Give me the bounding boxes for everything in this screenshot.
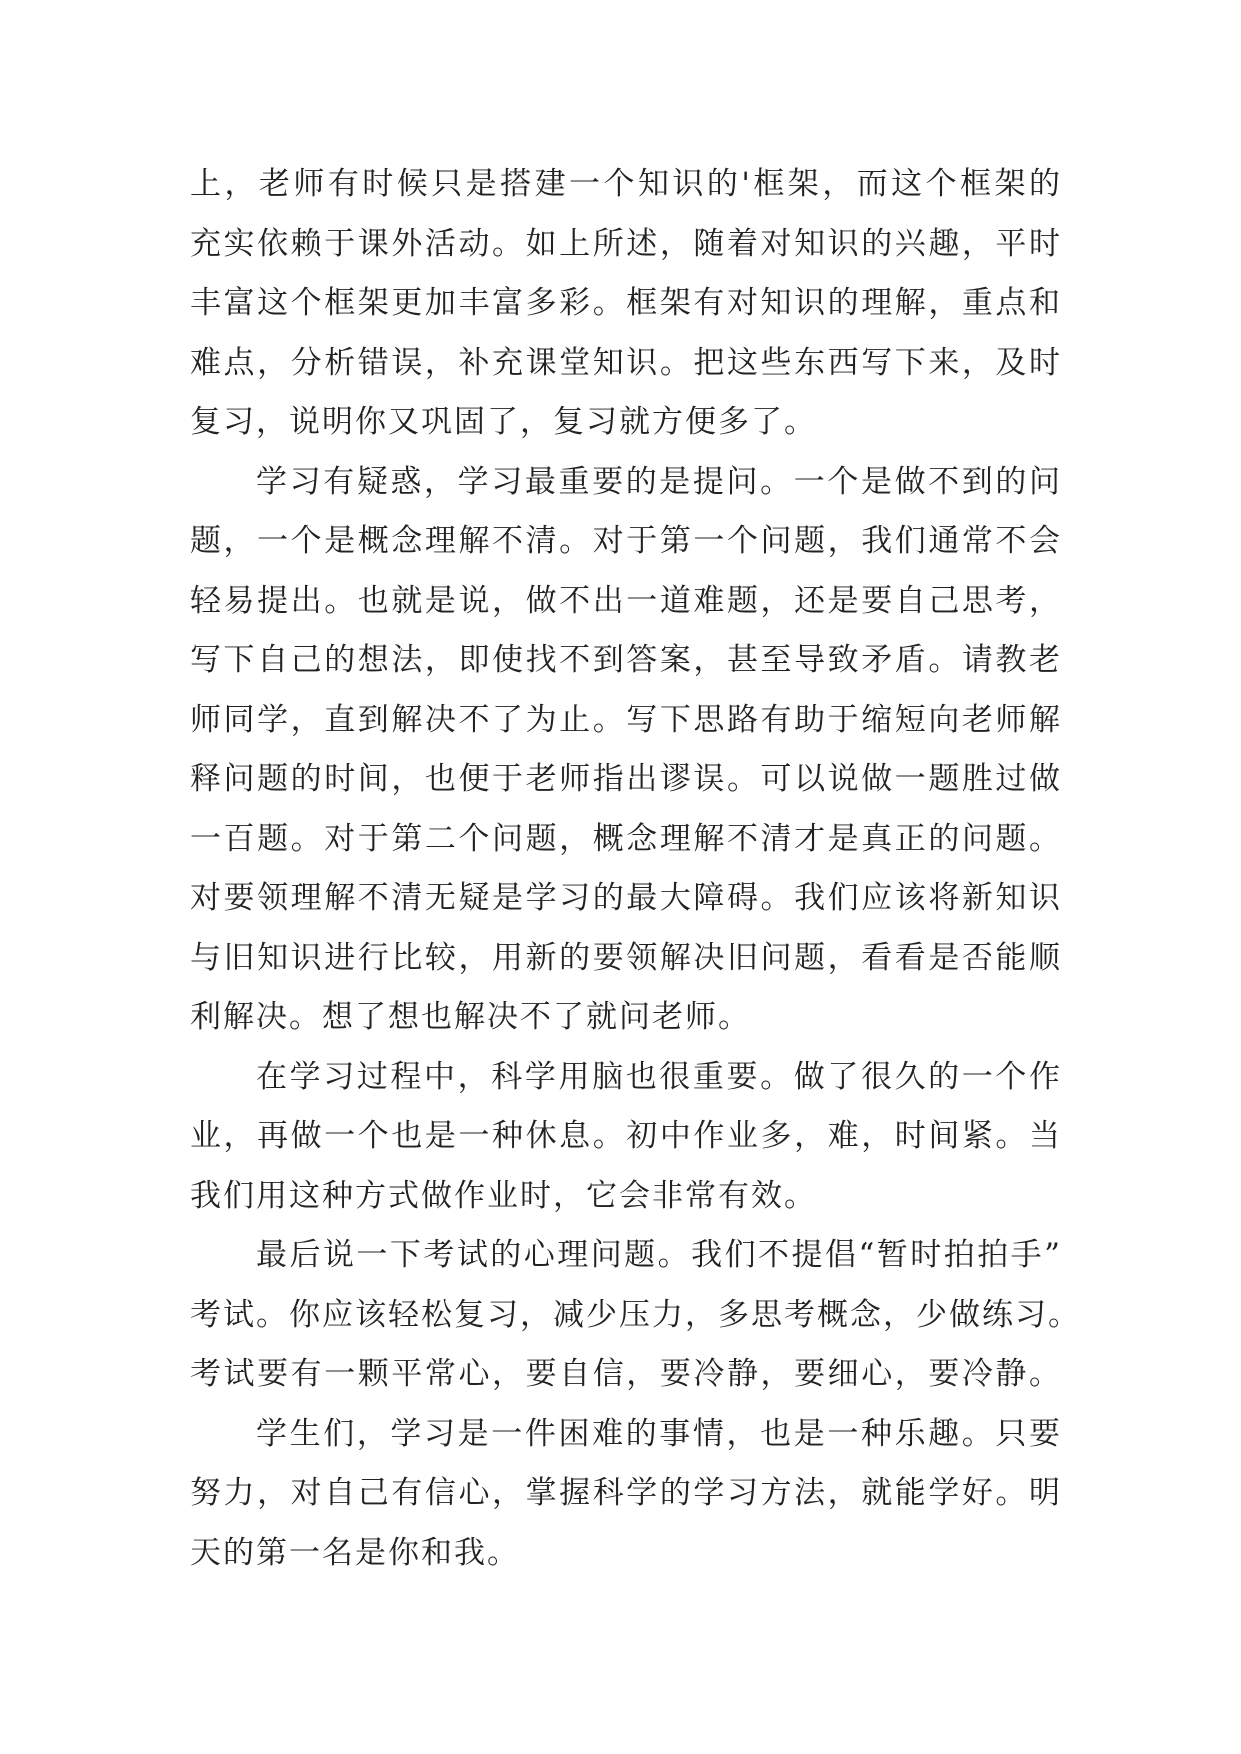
text-line: 轻易提出。也就是说，做不出一道难题，还是要自己思考， — [190, 582, 1062, 619]
paragraph-4 — [190, 1226, 1081, 1405]
text-line: 难点，分析错误，补充课堂知识。把这些东西写下来，及时 — [190, 344, 1062, 381]
text-line: 师同学，直到解决不了为止。写下思路有助于缩短向老师解 — [190, 701, 1062, 738]
paragraph-5 — [190, 1405, 1062, 1584]
text-line: 充实依赖于课外活动。如上所述，随着对知识的兴趣，平时 — [190, 225, 1062, 262]
text-line: 释问题的时间，也便于老师指出谬误。可以说做一题胜过做 — [190, 761, 1062, 797]
text-line: 我们用这种方式做作业时，它会非常有效。 — [190, 1177, 817, 1214]
text-line: 与旧知识进行比较，用新的要领解决旧问题，看看是否能顺 — [190, 939, 1062, 976]
text-line: 一百题。对于第二个问题，概念理解不清才是真正的问题。 — [190, 820, 1062, 857]
text-line: 上，老师有时候只是搭建一个知识的'框架，而这个框架的 — [190, 166, 1062, 202]
text-line: 复习，说明你又巩固了，复习就方便多了。 — [190, 404, 817, 440]
text-line: 利解决。想了想也解决不了就问老师。 — [190, 999, 751, 1035]
text-line: 写下自己的想法，即使找不到答案，甚至导致矛盾。请教老 — [190, 642, 1062, 678]
text-line: 天的第一名是你和我。 — [190, 1534, 520, 1571]
paragraph-2 — [190, 453, 1062, 1048]
paragraph-3 — [190, 1048, 1062, 1227]
text-line: 努力，对自己有信心，掌握科学的学习方法，就能学好。明 — [190, 1475, 1062, 1511]
text-line: 考试。你应该轻松复习，减少压力，多思考概念，少做练习。 — [190, 1296, 1081, 1333]
text-line: 业，再做一个也是一种休息。初中作业多，难，时间紧。当 — [190, 1118, 1062, 1154]
text-line: 学习有疑惑，学习最重要的是提问。一个是做不到的问 — [256, 463, 1062, 500]
text-line: 在学习过程中，科学用脑也很重要。做了很久的一个作 — [256, 1058, 1062, 1095]
text-line: 考试要有一颗平常心，要自信，要冷静，要细心，要冷静。 — [190, 1356, 1062, 1392]
text-line: 对要领理解不清无疑是学习的最大障碍。我们应该将新知识 — [190, 880, 1062, 916]
paragraph-1 — [190, 155, 1062, 453]
text-line: 丰富这个框架更加丰富多彩。框架有对知识的理解，重点和 — [190, 285, 1062, 321]
text-line: 学生们，学习是一件困难的事情，也是一种乐趣。只要 — [256, 1415, 1062, 1452]
text-line: 最后说一下考试的心理问题。我们不提倡“暂时拍拍手” — [256, 1237, 1062, 1273]
text-line: 题，一个是概念理解不清。对于第一个问题，我们通常不会 — [190, 523, 1062, 559]
document-body — [190, 155, 1081, 1583]
